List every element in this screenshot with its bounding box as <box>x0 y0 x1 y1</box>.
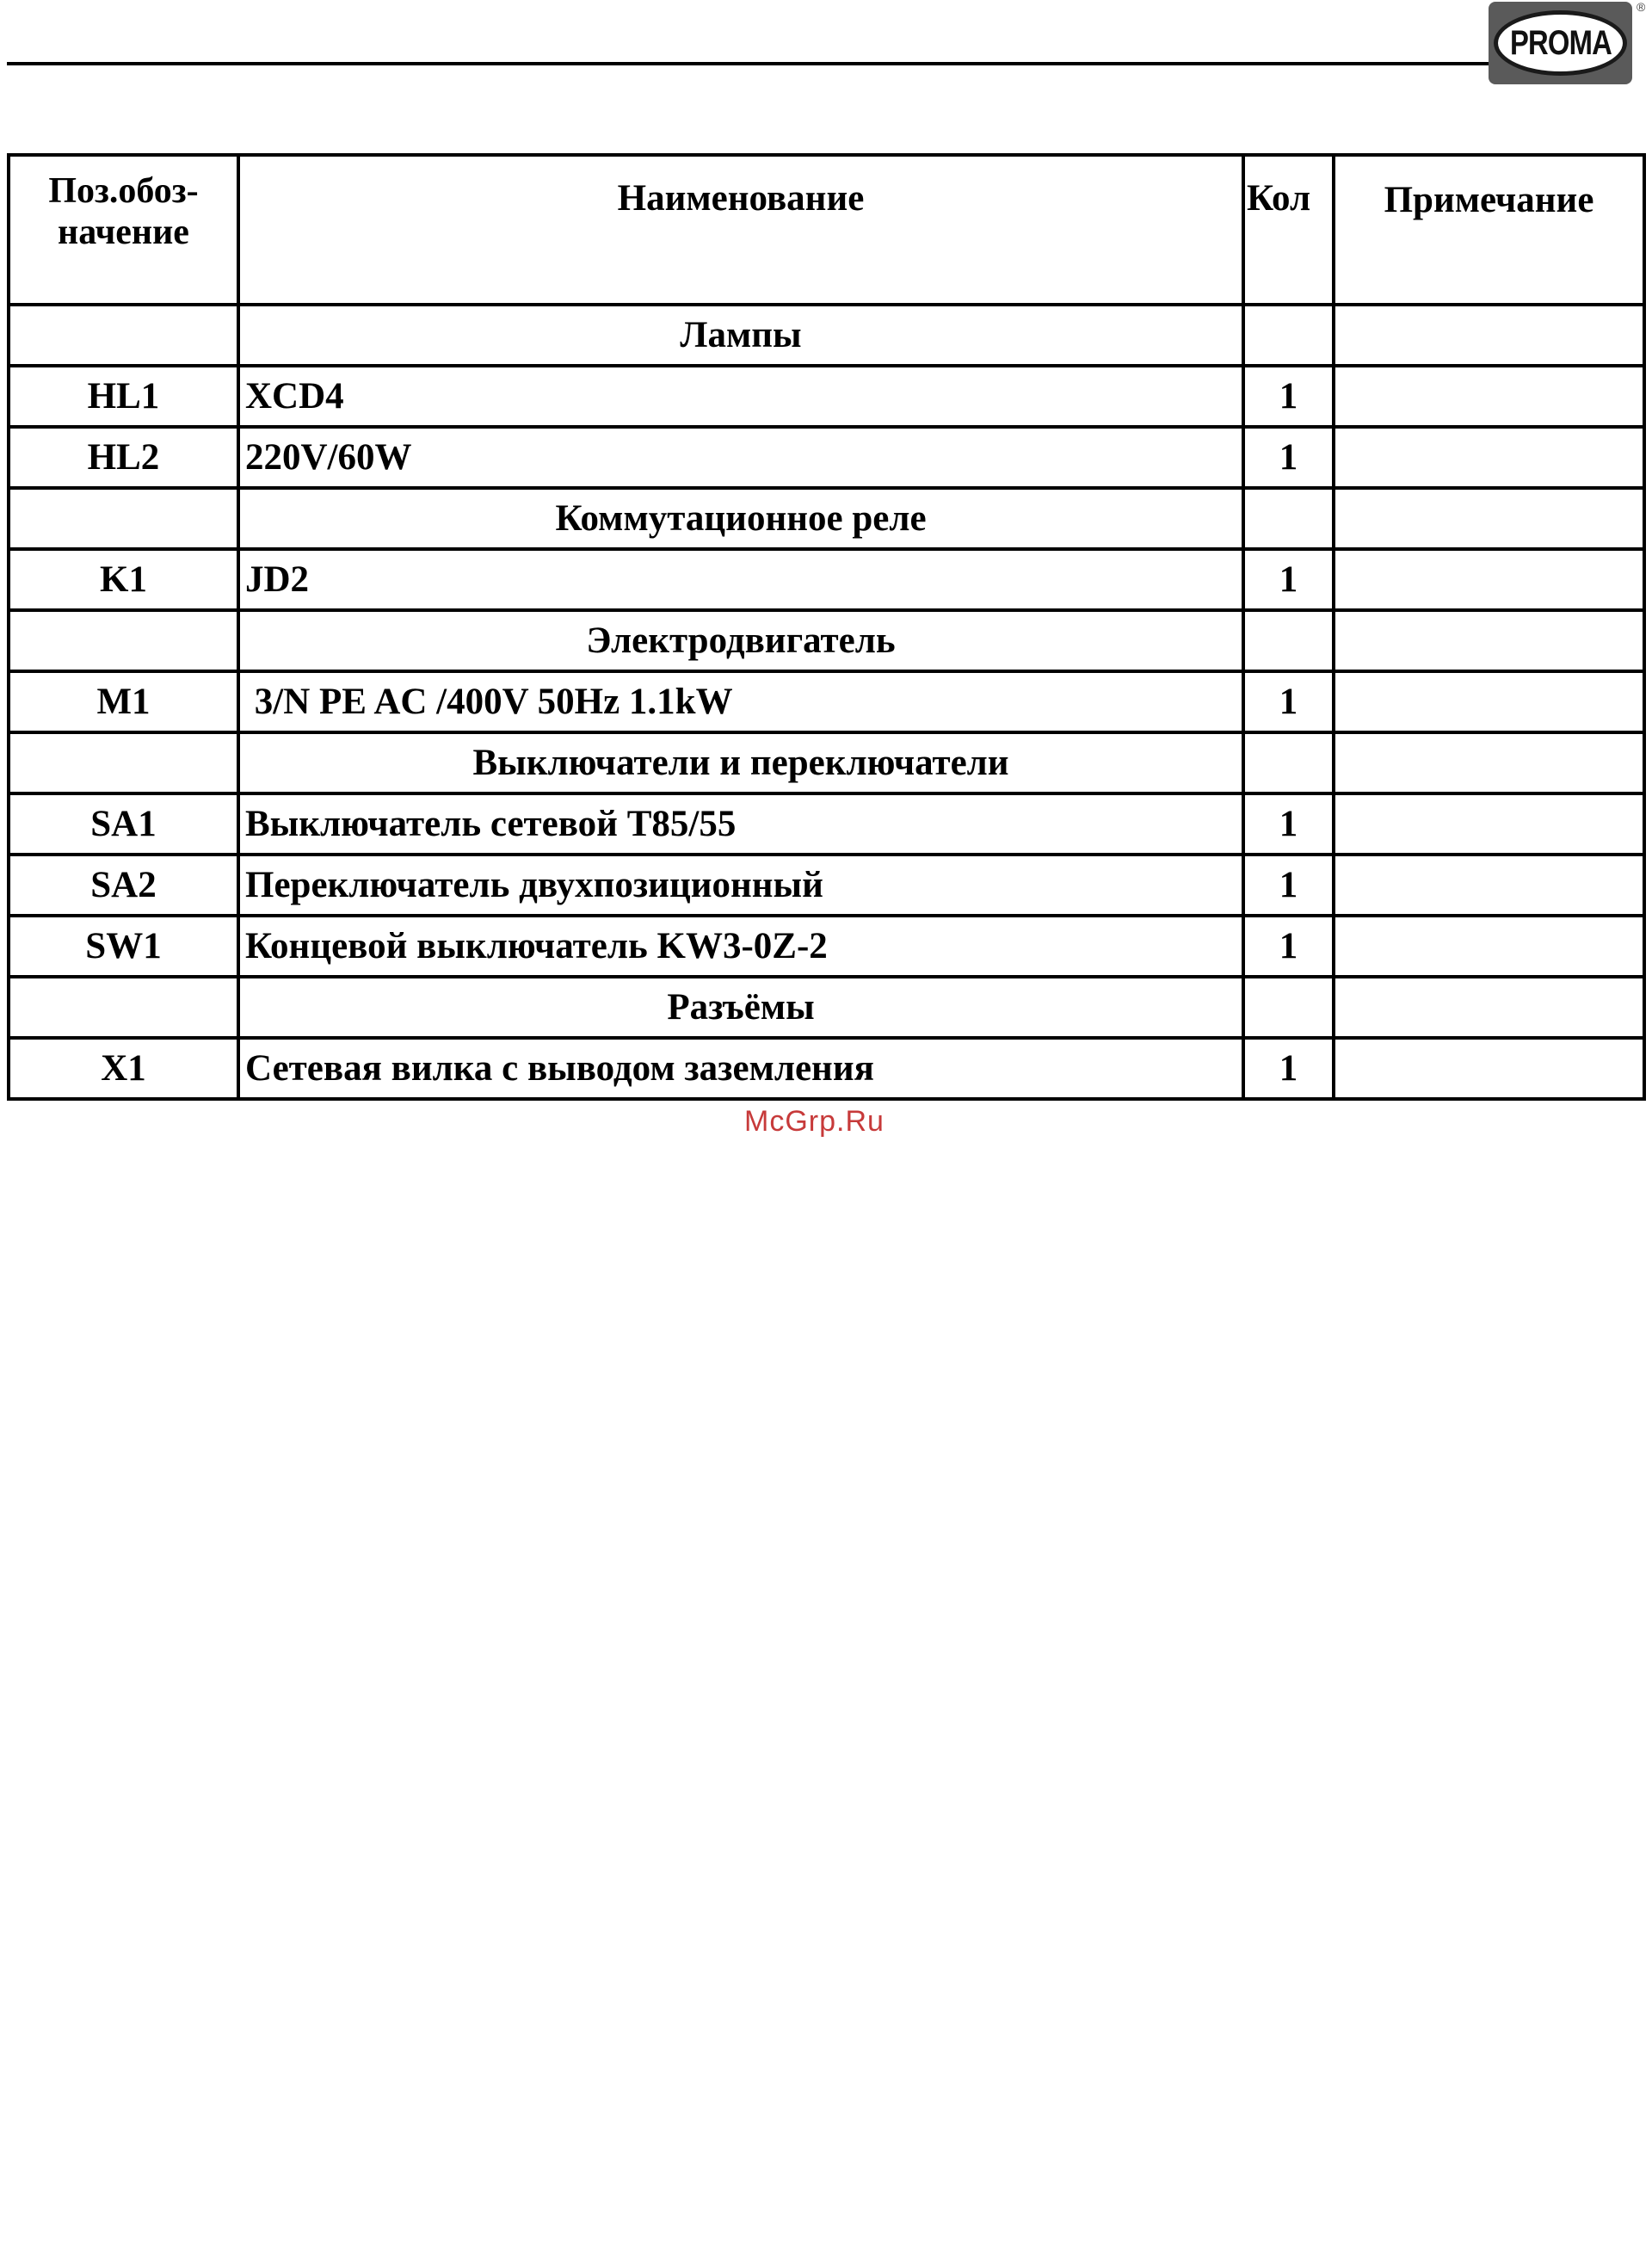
cell-qty <box>1243 977 1334 1038</box>
cell-qty: 1 <box>1243 549 1334 610</box>
cell-note <box>1334 488 1644 549</box>
cell-position: K1 <box>9 549 238 610</box>
cell-qty: 1 <box>1243 793 1334 855</box>
cell-position <box>9 305 238 366</box>
table-body <box>9 305 1644 1099</box>
cell-note <box>1334 671 1644 732</box>
table-row <box>9 549 1644 610</box>
table-row <box>9 427 1644 488</box>
group-title: Лампы <box>238 305 1243 366</box>
cell-position: X1 <box>9 1038 238 1099</box>
group-title: Электродвигатель <box>238 610 1243 671</box>
cell-position: SA2 <box>9 855 238 916</box>
table-row <box>9 855 1644 916</box>
cell-note <box>1334 427 1644 488</box>
cell-position <box>9 977 238 1038</box>
table-header-row <box>9 155 1644 305</box>
cell-qty <box>1243 610 1334 671</box>
logo-badge <box>1494 10 1627 76</box>
cell-qty <box>1243 488 1334 549</box>
cell-qty: 1 <box>1243 916 1334 977</box>
watermark: McGrp.Ru <box>744 1105 885 1138</box>
group-title: Выключатели и переключатели <box>238 732 1243 793</box>
cell-position: SA1 <box>9 793 238 855</box>
cell-position <box>9 488 238 549</box>
cell-name: JD2 <box>238 549 1243 610</box>
group-row <box>9 732 1644 793</box>
cell-note <box>1334 366 1644 427</box>
cell-position: SW1 <box>9 916 238 977</box>
cell-qty: 1 <box>1243 855 1334 916</box>
cell-note <box>1334 916 1644 977</box>
group-title: Разъёмы <box>238 977 1243 1038</box>
table-row <box>9 793 1644 855</box>
cell-name: Переключатель двухпозиционный <box>238 855 1243 916</box>
cell-name: Выключатель сетевой T85/55 <box>238 793 1243 855</box>
header-rule <box>7 62 1489 65</box>
cell-qty <box>1243 305 1334 366</box>
cell-note <box>1334 549 1644 610</box>
cell-position: HL2 <box>9 427 238 488</box>
cell-note <box>1334 732 1644 793</box>
table-row <box>9 366 1644 427</box>
cell-qty: 1 <box>1243 671 1334 732</box>
table-row <box>9 916 1644 977</box>
cell-note <box>1334 610 1644 671</box>
table-row <box>9 671 1644 732</box>
registered-mark: ® <box>1637 0 1646 14</box>
header-name: Наименование <box>238 155 1243 305</box>
cell-qty <box>1243 732 1334 793</box>
cell-note <box>1334 305 1644 366</box>
cell-position: M1 <box>9 671 238 732</box>
cell-name: 3/N PE AC /400V 50Hz 1.1kW <box>238 671 1243 732</box>
group-row <box>9 305 1644 366</box>
header-position: Поз.обоз-начение <box>9 155 238 305</box>
table-row <box>9 1038 1644 1099</box>
cell-note <box>1334 977 1644 1038</box>
cell-position <box>9 732 238 793</box>
cell-name: 220V/60W <box>238 427 1243 488</box>
group-row <box>9 977 1644 1038</box>
parts-list-table <box>7 153 1646 1101</box>
cell-qty: 1 <box>1243 427 1334 488</box>
header-qty: Кол <box>1243 155 1334 305</box>
cell-note <box>1334 793 1644 855</box>
header-note: Примечание <box>1334 155 1644 305</box>
cell-position <box>9 610 238 671</box>
logo-text: PROMA <box>1509 23 1612 62</box>
cell-qty: 1 <box>1243 1038 1334 1099</box>
cell-name: Концевой выключатель KW3-0Z-2 <box>238 916 1243 977</box>
cell-position: HL1 <box>9 366 238 427</box>
cell-qty: 1 <box>1243 366 1334 427</box>
group-title: Коммутационное реле <box>238 488 1243 549</box>
group-row <box>9 610 1644 671</box>
cell-note <box>1334 855 1644 916</box>
cell-name: Сетевая вилка с выводом заземления <box>238 1038 1243 1099</box>
group-row <box>9 488 1644 549</box>
cell-note <box>1334 1038 1644 1099</box>
proma-logo <box>1489 2 1632 84</box>
cell-name: XCD4 <box>238 366 1243 427</box>
